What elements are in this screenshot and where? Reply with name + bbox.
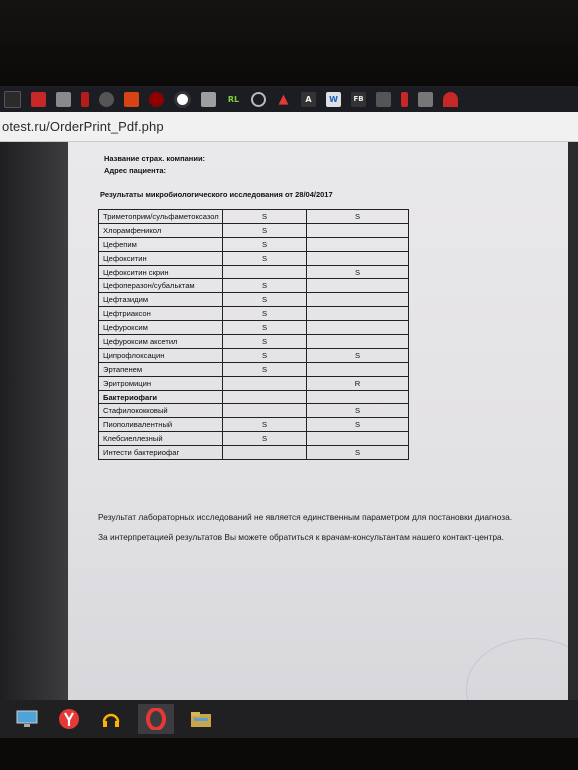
table-row <box>99 376 409 390</box>
result-cell-a: S <box>223 418 307 432</box>
adobe-icon[interactable]: ▲ <box>278 91 289 107</box>
result-cell-b: S <box>307 418 409 432</box>
table-row <box>99 404 409 418</box>
result-cell-a: S <box>223 362 307 376</box>
result-cell-b <box>307 307 409 321</box>
a-extension-icon[interactable]: A <box>301 92 316 107</box>
antibiotic-name-cell: Стафилококковый <box>99 404 223 418</box>
disclaimer-text: Результат лабораторных исследований не является единственным параметром для постановки диагноза. <box>98 512 513 522</box>
fb-extension-icon[interactable]: FB <box>351 92 366 107</box>
table-row <box>99 279 409 293</box>
result-cell-b <box>307 321 409 335</box>
table-row <box>99 432 409 446</box>
result-cell-a: S <box>223 251 307 265</box>
result-cell-a <box>223 446 307 460</box>
result-cell-b: S <box>307 348 409 362</box>
antibiotic-name-cell: Бактериофаги <box>99 390 223 404</box>
address-bar[interactable] <box>0 112 578 142</box>
antibiotic-name-cell: Цефуроксим <box>99 321 223 335</box>
result-cell-b <box>307 251 409 265</box>
result-cell-b: S <box>307 210 409 224</box>
result-cell-b <box>307 237 409 251</box>
results-table <box>98 209 409 460</box>
file-explorer-icon[interactable] <box>186 704 216 734</box>
play-icon[interactable] <box>401 92 408 107</box>
antibiotic-name-cell: Цефепим <box>99 237 223 251</box>
result-cell-a <box>223 390 307 404</box>
antibiotic-name-cell: Клебсиеллезный <box>99 432 223 446</box>
result-cell-a: S <box>223 321 307 335</box>
antibiotic-name-cell: Цефуроксим аксетил <box>99 335 223 349</box>
result-cell-a <box>223 376 307 390</box>
refresh-icon[interactable] <box>251 92 266 107</box>
stamp-seal <box>466 638 568 700</box>
monitor-bezel-top <box>0 0 578 86</box>
result-cell-a: S <box>223 432 307 446</box>
image-icon[interactable] <box>124 92 139 107</box>
result-cell-a: S <box>223 307 307 321</box>
viewer-left-margin <box>0 142 68 700</box>
url-text[interactable]: otest.ru/OrderPrint_Pdf.php <box>2 119 164 134</box>
antibiotic-name-cell: Цефоперазон/субальктам <box>99 279 223 293</box>
pin-icon[interactable] <box>81 92 89 107</box>
result-cell-a <box>223 404 307 418</box>
address-label: Адрес пациента: <box>104 166 167 175</box>
table-row <box>99 446 409 460</box>
result-cell-b <box>307 362 409 376</box>
headphones-icon[interactable] <box>96 704 126 734</box>
result-cell-b <box>307 223 409 237</box>
taskbar <box>0 700 578 738</box>
result-cell-b <box>307 432 409 446</box>
result-cell-a: S <box>223 293 307 307</box>
table-row <box>99 237 409 251</box>
result-cell-b <box>307 335 409 349</box>
viewer-right-margin <box>568 142 578 700</box>
dictionary-icon[interactable]: W <box>326 92 341 107</box>
table-row <box>99 335 409 349</box>
result-cell-b <box>307 279 409 293</box>
antibiotic-name-cell: Ципрофлоксацин <box>99 348 223 362</box>
table-row <box>99 307 409 321</box>
monitor-bezel-bottom <box>0 738 578 770</box>
table-row <box>99 223 409 237</box>
camera-icon[interactable] <box>174 91 191 108</box>
results-title: Результаты микробиологического исследования от 28/04/2017 <box>100 190 333 199</box>
antibiotic-name-cell: Цефтазидим <box>99 293 223 307</box>
table-row <box>99 362 409 376</box>
insurer-label: Название страх. компании: <box>104 154 206 163</box>
table-row <box>99 321 409 335</box>
opera-icon[interactable] <box>138 704 174 734</box>
browser-extension-toolbar <box>0 86 578 112</box>
result-cell-b <box>307 390 409 404</box>
antibiotic-name-cell: Хлорамфеникол <box>99 223 223 237</box>
media-icon[interactable] <box>376 92 391 107</box>
photo-icon[interactable] <box>31 92 46 107</box>
antibiotic-name-cell: Пиополивалентный <box>99 418 223 432</box>
table-row <box>99 348 409 362</box>
result-cell-b: S <box>307 265 409 279</box>
table-group-row <box>99 390 409 404</box>
result-cell-a: S <box>223 348 307 362</box>
antibiotic-name-cell: Эртапенем <box>99 362 223 376</box>
table-row <box>99 251 409 265</box>
cut-off-header-line <box>104 142 224 147</box>
extension-icon[interactable] <box>56 92 71 107</box>
circle-icon[interactable] <box>99 92 114 107</box>
contact-center-text: За интерпретацией результатов Вы можете обратиться к врачам-консультантам нашего контакт-центра. <box>98 532 504 542</box>
table-row <box>99 210 409 224</box>
computer-icon[interactable] <box>12 704 42 734</box>
result-cell-a <box>223 265 307 279</box>
result-cell-b <box>307 293 409 307</box>
antibiotic-name-cell: Интести бактериофаг <box>99 446 223 460</box>
save-icon[interactable] <box>443 92 458 107</box>
print-icon[interactable] <box>201 92 216 107</box>
pdf-page <box>68 142 568 700</box>
table-row <box>99 265 409 279</box>
result-cell-a: S <box>223 335 307 349</box>
translate-icon[interactable] <box>418 92 433 107</box>
table-row <box>99 418 409 432</box>
antibiotic-name-cell: Триметоприм/сульфаметоксазол <box>99 210 223 224</box>
result-cell-b: S <box>307 446 409 460</box>
result-cell-a: S <box>223 237 307 251</box>
bookmark-icon[interactable] <box>4 91 21 108</box>
result-cell-b: S <box>307 404 409 418</box>
result-cell-b: R <box>307 376 409 390</box>
result-cell-a: S <box>223 223 307 237</box>
result-cell-a: S <box>223 279 307 293</box>
table-row <box>99 293 409 307</box>
record-icon[interactable] <box>149 92 164 107</box>
antibiotic-name-cell: Эритромицин <box>99 376 223 390</box>
yandex-browser-icon[interactable] <box>54 704 84 734</box>
antibiotic-name-cell: Цефтриаксон <box>99 307 223 321</box>
result-cell-a: S <box>223 210 307 224</box>
rl-extension-icon[interactable]: RL <box>227 94 240 104</box>
antibiotic-name-cell: Цефокситин <box>99 251 223 265</box>
antibiotic-name-cell: Цефокситин скрин <box>99 265 223 279</box>
